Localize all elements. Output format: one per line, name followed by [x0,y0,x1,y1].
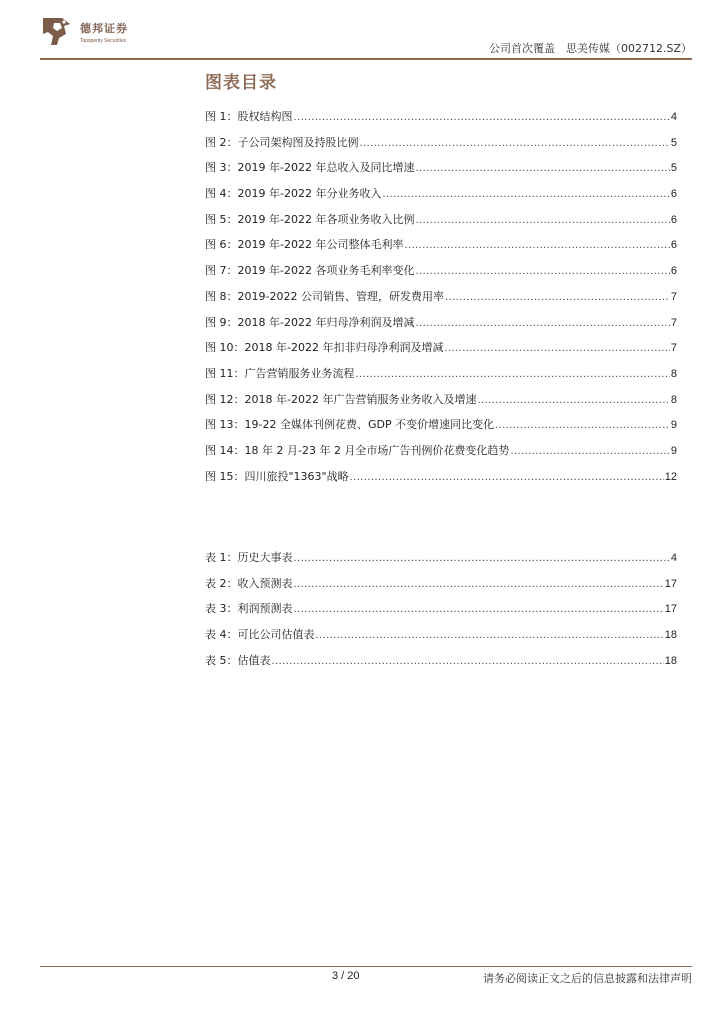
toc-entry-table-5[interactable] [205,652,677,678]
toc-entry-figure-5[interactable] [205,211,677,237]
footer-divider [40,966,692,967]
toc-entry-label: 图 15：四川旅投"1363"战略 [205,469,349,483]
toc-entry-page: 6 [670,213,677,226]
toc-entry-label: 图 11：广告营销服务业务流程 [205,366,355,380]
dot-leader [445,291,670,303]
toc-entry-figure-11[interactable] [205,365,677,391]
toc-entry-page: 18 [664,629,677,642]
dot-leader [495,419,670,431]
toc-entry-figure-10[interactable] [205,339,677,365]
toc-entry-label: 图 14：18 年 2 月-23 年 2 月全市场广告刊例价花费变化趋势 [205,443,510,457]
toc-entry-figure-6[interactable] [205,236,677,262]
dot-leader [415,265,669,277]
toc-entry-label: 表 3：利润预测表 [205,602,293,616]
dot-leader [294,578,664,590]
toc-entry-label: 图 7：2019 年-2022 各项业务毛利率变化 [205,264,415,278]
logo-english-name: Topsperity Securities [80,38,127,44]
toc-entry-label: 表 4：可比公司估值表 [205,628,315,642]
toc-entry-page: 17 [664,577,677,590]
table-list [205,549,677,677]
toc-entry-page: 17 [664,603,677,616]
dot-leader [294,603,664,615]
toc-entry-page: 8 [670,367,677,380]
toc-entry-page: 8 [670,393,677,406]
toc-entry-page: 5 [670,136,677,149]
toc-entry-label: 图 12：2018 年-2022 年广告营销服务业务收入及增速 [205,392,477,406]
toc-entry-figure-15[interactable] [205,468,677,494]
toc-entry-label: 图 13：19-22 全媒体刊例花费、GDP 不变价增速同比变化 [205,418,495,432]
dot-leader [415,214,669,226]
toc-entry-label: 图 5：2019 年-2022 年各项业务收入比例 [205,212,415,226]
dot-leader [510,445,669,457]
toc-title: 图表目录 [205,73,277,93]
dot-leader [382,188,669,200]
dot-leader [477,394,669,406]
toc-entry-page: 7 [670,342,677,355]
toc-entry-page: 18 [664,654,677,667]
page-header [40,14,692,60]
toc-entry-label: 图 8：2019-2022 公司销售、管理，研发费用率 [205,289,444,303]
toc-entry-figure-13[interactable] [205,416,677,442]
toc-entry-label: 图 3：2019 年-2022 年总收入及同比增速 [205,161,415,175]
toc-entry-figure-7[interactable] [205,262,677,288]
dot-leader [294,552,670,564]
toc-entry-figure-3[interactable] [205,159,677,185]
toc-entry-page: 12 [664,470,677,483]
dot-leader [350,471,664,483]
dot-leader [404,239,669,251]
toc-entry-label: 图 1：股权结构图 [205,110,293,123]
toc-entry-label: 表 5：估值表 [205,653,271,667]
legal-disclaimer: 请务必阅读正文之后的信息披露和法律声明 [483,972,692,985]
dot-leader [356,368,670,380]
toc-entry-label: 表 1：历史大事表 [205,551,293,564]
report-type-label: 公司首次覆盖 思美传媒（002712.SZ） [488,42,692,55]
toc-entry-figure-2[interactable] [205,134,677,160]
toc-entry-page: 6 [670,188,677,201]
toc-entry-table-4[interactable] [205,626,677,652]
toc-entry-page: 7 [670,316,677,329]
dot-leader [360,137,670,149]
header-divider [40,58,692,60]
toc-entry-figure-4[interactable] [205,185,677,211]
toc-entry-label: 图 10：2018 年-2022 年扣非归母净利润及增减 [205,341,444,355]
toc-entry-figure-9[interactable] [205,314,677,340]
toc-entry-page: 9 [670,444,677,457]
page-number: 3 / 20 [332,970,360,982]
toc-entry-page: 5 [670,162,677,175]
dot-leader [294,111,670,123]
toc-entry-table-2[interactable] [205,575,677,601]
toc-entry-page: 4 [670,552,677,564]
toc-entry-table-1[interactable] [205,549,677,575]
figure-list [205,108,677,493]
toc-entry-table-3[interactable] [205,600,677,626]
toc-entry-figure-12[interactable] [205,391,677,417]
toc-entry-label: 图 2：子公司架构图及持股比例 [205,135,359,149]
dot-leader [272,655,664,667]
toc-entry-page: 6 [670,265,677,278]
dot-leader [415,162,669,174]
toc-entry-page: 7 [670,290,677,303]
toc-entry-page: 9 [670,419,677,432]
toc-entry-page: 6 [670,239,677,252]
toc-entry-label: 图 9：2018 年-2022 年归母净利润及增减 [205,315,415,329]
dot-leader [415,317,669,329]
logo-emblem-icon [40,14,74,48]
toc-entry-page: 4 [670,111,677,123]
dot-leader [444,342,669,354]
company-logo [40,14,128,48]
toc-entry-figure-1[interactable] [205,108,677,134]
toc-entry-label: 图 4：2019 年-2022 年分业务收入 [205,187,382,201]
dot-leader [316,629,664,641]
logo-chinese-name: 德邦证券 [80,22,128,35]
toc-entry-label: 图 6：2019 年-2022 年公司整体毛利率 [205,238,404,252]
toc-entry-label: 表 2：收入预测表 [205,576,293,590]
toc-entry-figure-8[interactable] [205,288,677,314]
toc-entry-figure-14[interactable] [205,442,677,468]
